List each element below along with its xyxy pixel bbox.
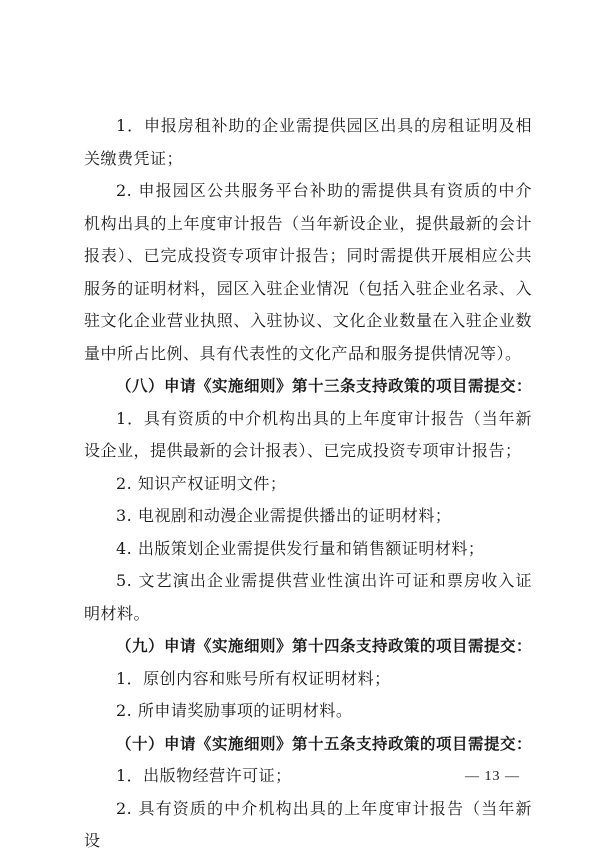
paragraph: 3. 电视剧和动漫企业需提供播出的证明材料； xyxy=(116,506,452,525)
paragraph: 4. 出版策划企业需提供发行量和销售额证明材料； xyxy=(116,538,485,558)
paragraph: 2. 知识产权证明文件； xyxy=(116,473,287,493)
paragraph: 2. 所申请奖励事项的证明材料。 xyxy=(116,701,353,720)
section-heading: （九）申请《实施细则》第十四条支持政策的项目需提交： xyxy=(116,637,533,655)
paragraph: 2. 具有资质的中介机构出具的上年度审计报告（当年新设 xyxy=(84,798,532,850)
paragraph: 2. 申报园区公共服务平台补助的需提供具有资质的中介机构出具的上年度审计报告（当年新设企业，提供最新的会计报表）、已完成投资专项审计报告；同时需提供开展相应公共服务的证明材料，园区入驻企业情况（包括入驻企业名录、入驻文化企业营业执照、入驻协议、文化企业数量在入驻企业数量中所占比例、具有代表性的文化产品和服务提供情况等）。 xyxy=(84,181,532,363)
paragraph: 1．申报房租补助的企业需提供园区出具的房租证明及相关缴费凭证； xyxy=(84,116,532,168)
paragraph: 1．出版物经营许可证； xyxy=(116,766,292,785)
section-heading: （十）申请《实施细则》第十五条支持政策的项目需提交： xyxy=(116,734,533,753)
paragraph: 1．原创内容和账号所有权证明材料； xyxy=(116,668,391,688)
paragraph: 1．具有资质的中介机构出具的上年度审计报告（当年新设企业，提供最新的会计报表）、已完成投资专项审计报告； xyxy=(84,408,532,460)
document-body xyxy=(84,110,532,858)
page-number: — 13 — xyxy=(465,769,520,784)
section-heading: （八）申请《实施细则》第十三条支持政策的项目需提交： xyxy=(116,377,533,395)
paragraph: 5. 文艺演出企业需提供营业性演出许可证和票房收入证明材料。 xyxy=(84,571,532,623)
